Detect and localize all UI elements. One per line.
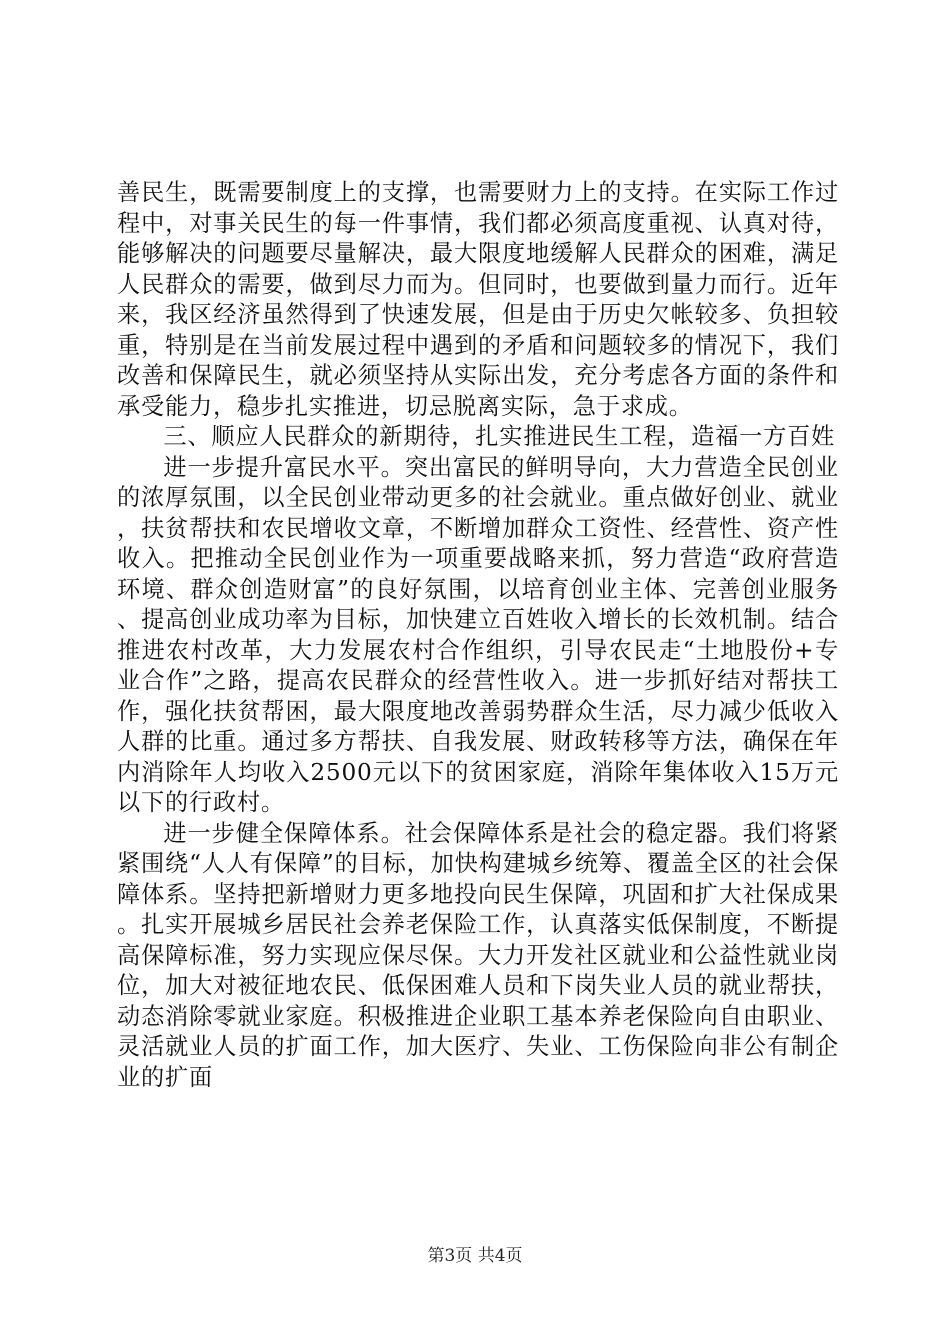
document-body [117, 178, 839, 1093]
section-heading: 三、顺应人民群众的新期待，扎实推进民生工程，造福一方百姓 [163, 423, 836, 450]
paragraph-income: 进一步提升富民水平。突出富民的鲜明导向，大力营造全民创业的浓厚氛围，以全民创业带动更多的社会就业。重点做好创业、就业，扶贫帮扶和农民增收文章，不断增加群众工资性、经营性、资产性收入。把推动全民创业作为一项重要战略来抓，努力营造“政府营造环境、群众创造财富”的良好氛围，以培育创业主体、完善创业服务、提高创业成功率为目标，加快建立百姓收入增长的长效机制。结合推进农村改革，大力发展农村合作组织，引导农民走“土地股份+专业合作”之路，提高农民群众的经营性收入。进一步抓好结对帮扶工作，强化扶贫帮困，最大限度地改善弱势群众生活，尽力减少低收入人群的比重。通过多方帮扶、自我发展、财政转移等方法，确保在年内消除年人均收入2500元以下的贫困家庭，消除年集体收入15万元以下的行政村。 [117, 453, 839, 816]
page-number-footer: 第3页 共4页 [427, 1246, 523, 1266]
paragraph-continuation: 善民生，既需要制度上的支撑，也需要财力上的支持。在实际工作过程中，对事关民生的每一件事情，我们都必须高度重视、认真对待，能够解决的问题要尽量解决，最大限度地缓解人民群众的困难，满足人民群众的需要，做到尽力而为。但同时，也要做到量力而行。近年来，我区经济虽然得到了快速发展，但是由于历史欠帐较多、负担较重，特别是在当前发展过程中遇到的矛盾和问题较多的情况下，我们改善和保障民生，就必须坚持从实际出发，充分考虑各方面的条件和承受能力，稳步扎实推进，切忌脱离实际，急于求成。 [117, 179, 839, 420]
paragraph-security: 进一步健全保障体系。社会保障体系是社会的稳定器。我们将紧紧围绕“人人有保障”的目标，加快构建城乡统筹、覆盖全区的社会保障体系。坚持把新增财力更多地投向民生保障，巩固和扩大社保成果。扎实开展城乡居民社会养老保险工作，认真落实低保制度，不断提高保障标准，努力实现应保尽保。大力开发社区就业和公益性就业岗位，加大对被征地农民、低保困难人员和下岗失业人员的就业帮扶，动态消除零就业家庭。积极推进企业职工基本养老保险向自由职业、灵活就业人员的扩面工作，加大医疗、失业、工伤保险向非公有制企业的扩面 [117, 819, 839, 1091]
